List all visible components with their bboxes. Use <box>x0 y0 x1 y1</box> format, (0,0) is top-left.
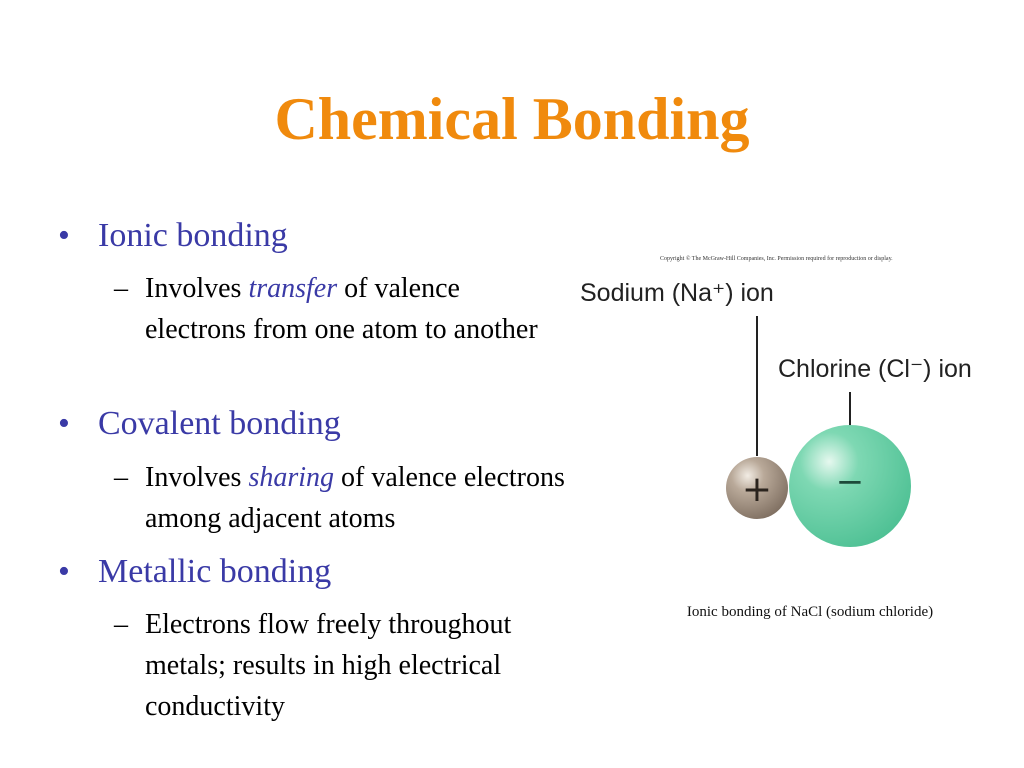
bullet-metallic-bonding <box>58 552 618 592</box>
bullet-ionic-bonding <box>58 216 618 256</box>
bullet-symbol: • <box>58 553 70 590</box>
sub-text-before: Involves <box>145 273 249 304</box>
bullet-label: Covalent bonding <box>98 405 341 442</box>
sub-text-after: of valence electrons among adjacent atoms <box>145 462 565 534</box>
sub-point-text <box>145 457 595 539</box>
bullet-symbol: • <box>58 217 70 254</box>
bullet-symbol: • <box>58 405 70 442</box>
slide-title: Chemical Bonding <box>274 86 750 152</box>
bullet-covalent-bonding <box>58 404 618 444</box>
sub-text-emphasis: transfer <box>248 273 338 304</box>
nacl-ionic-bond-figure <box>570 250 1020 560</box>
plus-sign: + <box>741 469 773 510</box>
sub-text-emphasis: sharing <box>248 462 335 493</box>
sub-point-text: Electrons flow freely throughout metals; results in high electrical conductivity <box>145 609 512 722</box>
sub-text-before: Involves <box>145 462 249 493</box>
dash-symbol: – <box>114 273 128 304</box>
sub-point-text <box>145 268 545 350</box>
minus-sign: − <box>835 462 865 502</box>
sub-point-metallic <box>114 604 594 727</box>
sub-point-ionic <box>114 268 594 350</box>
dash-symbol: – <box>114 609 128 640</box>
sodium-ion-label: Sodium (Na⁺) ion <box>580 279 774 307</box>
copyright-notice: Copyright © The McGraw-Hill Companies, Inc. Permission required for reproduction or display. <box>660 256 893 262</box>
chlorine-ion-label: Chlorine (Cl⁻) ion <box>778 355 972 383</box>
bullet-label: Metallic bonding <box>98 553 332 590</box>
figure-caption: Ionic bonding of NaCl (sodium chloride) <box>686 604 934 620</box>
sub-point-covalent <box>114 457 594 539</box>
sub-text-after: of valence electrons from one atom to another <box>145 273 538 345</box>
dash-symbol: – <box>114 462 128 493</box>
bullet-label: Ionic bonding <box>98 217 288 254</box>
